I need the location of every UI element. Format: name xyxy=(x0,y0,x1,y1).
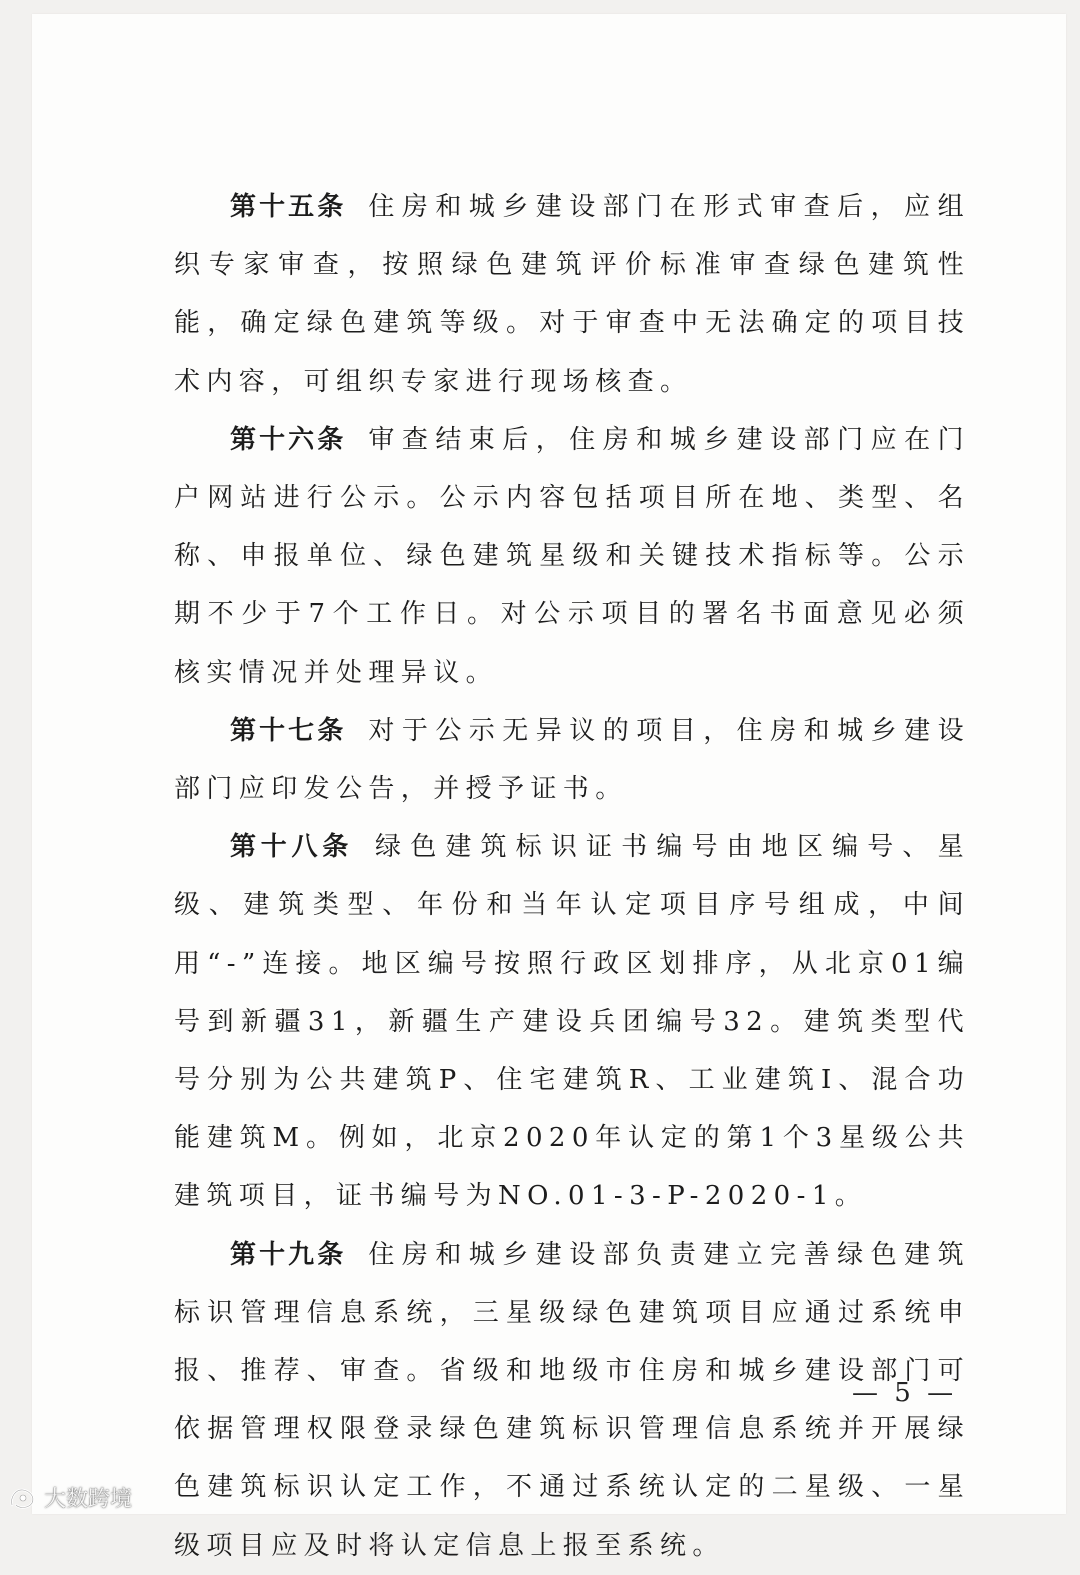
article-title: 第十八条 xyxy=(230,832,354,863)
article-text: 审查结束后，住房和城乡建设部门应在门户网站进行公示。公示内容包括项目所在地、类型、名称、申报单位、绿色建筑星级和关键技术指标等。公示期不少于7个工作日。对公示项目的署名书面意见必须核实情况并处理异议。 xyxy=(174,424,970,688)
article-text: 绿色建筑标识证书编号由地区编号、星级、建筑类型、年份和当年认定项目序号组成，中间用“-”连接。地区编号按照行政区划排序，从北京01编号到新疆31，新疆生产建设兵团编号32。建筑类型代号分别为公共建筑P、住宅建筑R、工业建筑I、混合功能建筑M。例如，北京2020年认定的第1个3星级公共建筑项目，证书编号为NO.01-3-P-2020-1。 xyxy=(174,832,970,1212)
article-text: 住房和城乡建设部负责建立完善绿色建筑标识管理信息系统，三星级绿色建筑项目应通过系统申报、推荐、审查。省级和地级市住房和城乡建设部门可依据管理权限登录绿色建筑标识管理信息系统并开展绿色建筑标识认定工作，不通过系统认定的二星级、一星级项目应及时将认定信息上报至系统。 xyxy=(174,1239,970,1561)
article-text: 对于公示无异议的项目，住房和城乡建设部门应印发公告，并授予证书。 xyxy=(174,715,970,805)
article-text: 住房和城乡建设部门在形式审查后，应组织专家审查，按照绿色建筑评价标准审查绿色建筑性能，确定绿色建筑等级。对于审查中无法确定的项目技术内容，可组织专家进行现场核查。 xyxy=(174,192,970,397)
article-15 xyxy=(174,178,970,411)
document-body xyxy=(174,178,970,1575)
article-title: 第十九条 xyxy=(230,1239,347,1270)
brand-logo-icon xyxy=(8,1485,38,1511)
article-18 xyxy=(174,818,970,1225)
article-title: 第十五条 xyxy=(230,192,347,222)
watermark-text: 大数跨境 xyxy=(44,1487,133,1512)
article-16 xyxy=(174,411,970,702)
document-page xyxy=(32,14,1066,1561)
article-title: 第十六条 xyxy=(230,424,347,455)
article-title: 第十七条 xyxy=(230,715,347,746)
article-17 xyxy=(174,702,970,818)
watermark xyxy=(8,1482,132,1513)
article-19 xyxy=(174,1226,970,1575)
page-number: — 5 — xyxy=(852,1378,958,1408)
